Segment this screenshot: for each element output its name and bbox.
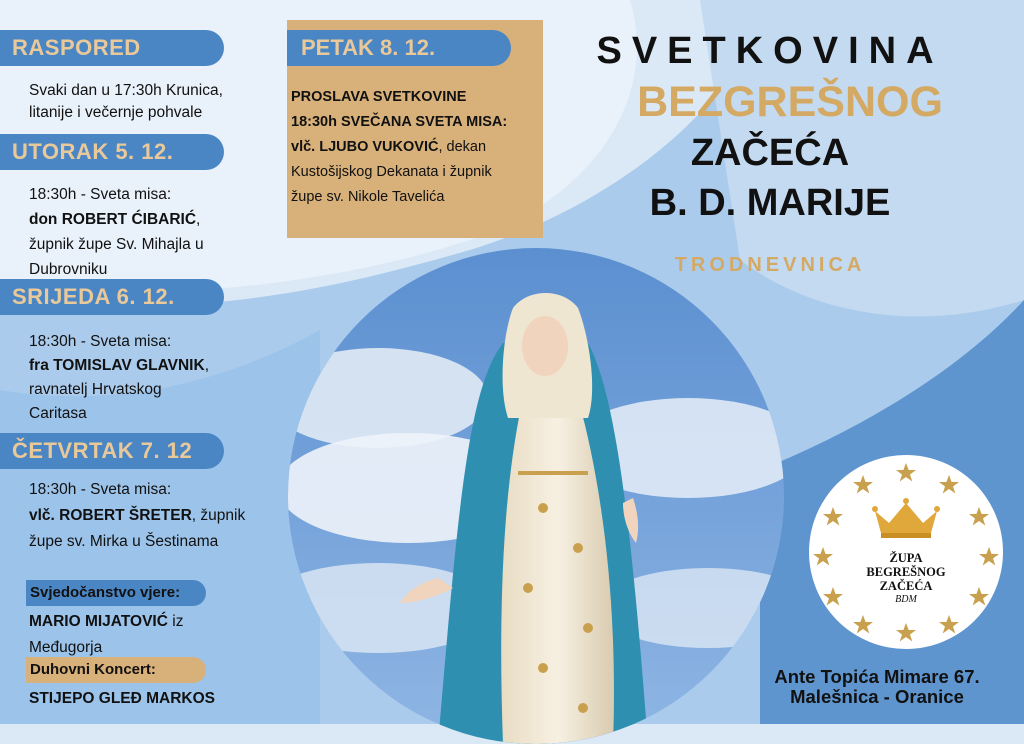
testimony-label: Svjedočanstvo vjere: xyxy=(26,580,206,606)
srijeda-text xyxy=(29,330,269,426)
heading-subtitle: TRODNEVNICA xyxy=(674,254,866,276)
section-pill-petak: PETAK 8. 12. xyxy=(287,30,511,66)
name-suffix: , xyxy=(196,211,201,228)
testimony-line: Međugorja xyxy=(29,639,103,656)
name-suffix: , župnik xyxy=(191,507,246,524)
statue-illustration xyxy=(288,248,784,744)
utorak-line: Dubrovniku xyxy=(29,261,108,278)
section-pill-srijeda: SRIJEDA 6. 12. xyxy=(0,279,224,315)
utorak-line: župnik župe Sv. Mihajla u xyxy=(29,236,204,253)
heading-line-4: B. D. MARIJE xyxy=(649,182,891,224)
logo-text-line: ZAČEĆA xyxy=(879,579,933,593)
petak-line: PROSLAVA SVETKOVINE xyxy=(291,89,467,105)
srijeda-line: Caritasa xyxy=(29,405,87,422)
logo-text-line: BEGREŠNOG xyxy=(866,565,946,579)
name-suffix: iz xyxy=(167,613,184,630)
srijeda-line: 18:30h - Sveta misa: xyxy=(29,333,172,350)
address-line: Malešnica - Oranice xyxy=(790,686,964,707)
address-line: Ante Topića Mimare 67. xyxy=(774,666,980,687)
raspored-line: Svaki dan u 17:30h Krunica, xyxy=(29,82,223,99)
cetvrtak-line: župe sv. Mirka u Šestinama xyxy=(29,533,219,550)
utorak-text xyxy=(29,182,269,282)
petak-line: Kustošijskog Dekanata i župnik xyxy=(291,164,492,180)
raspored-text xyxy=(29,80,269,124)
logo-text-line: ŽUPA xyxy=(889,551,923,565)
petak-line: 18:30h SVEČANA SVETA MISA: xyxy=(291,114,508,130)
parish-logo xyxy=(809,455,1003,649)
heading-line-2: BEZGREŠNOG xyxy=(637,78,943,126)
srijeda-line: ravnatelj Hrvatskog xyxy=(29,381,162,398)
concert-performer: STIJEPO GLEĐ MARKOS xyxy=(29,690,216,707)
logo-text-line: BDM xyxy=(895,594,917,605)
crown-icon xyxy=(871,497,941,539)
name-suffix: , dekan xyxy=(438,139,487,155)
cetvrtak-text xyxy=(29,477,269,555)
section-pill-raspored: RASPORED xyxy=(0,30,224,66)
raspored-line: litanije i večernje pohvale xyxy=(29,104,203,121)
utorak-line: 18:30h - Sveta misa: xyxy=(29,186,172,203)
priest-name: vlč. ROBERT ŠRETER xyxy=(29,507,192,524)
name-suffix: , xyxy=(204,357,209,374)
heading-line-3: ZAČEĆA xyxy=(690,132,850,174)
concert-label: Duhovni Koncert: xyxy=(26,657,206,683)
priest-name: fra TOMISLAV GLAVNIK xyxy=(29,357,205,374)
petak-line: župe sv. Nikole Tavelića xyxy=(291,189,445,205)
priest-name: don ROBERT ĆIBARIĆ xyxy=(29,211,197,228)
address xyxy=(742,667,1012,707)
guest-name: MARIO MIJATOVIĆ xyxy=(29,613,168,630)
petak-name-line xyxy=(291,135,543,160)
heading-line-1: SVETKOVINA xyxy=(596,30,944,72)
utorak-name-line xyxy=(29,207,269,232)
testimony-text xyxy=(29,609,269,661)
srijeda-name-line xyxy=(29,354,269,378)
priest-name: vlč. LJUBO VUKOVIĆ xyxy=(291,139,439,155)
statue-photo xyxy=(288,248,784,744)
section-pill-cetvrtak: ČETVRTAK 7. 12 xyxy=(0,433,224,469)
petak-text xyxy=(291,85,543,210)
cetvrtak-name-line xyxy=(29,503,269,529)
section-pill-utorak: UTORAK 5. 12. xyxy=(0,134,224,170)
cetvrtak-line: 18:30h - Sveta misa: xyxy=(29,481,172,498)
testimony-name-line xyxy=(29,609,269,635)
